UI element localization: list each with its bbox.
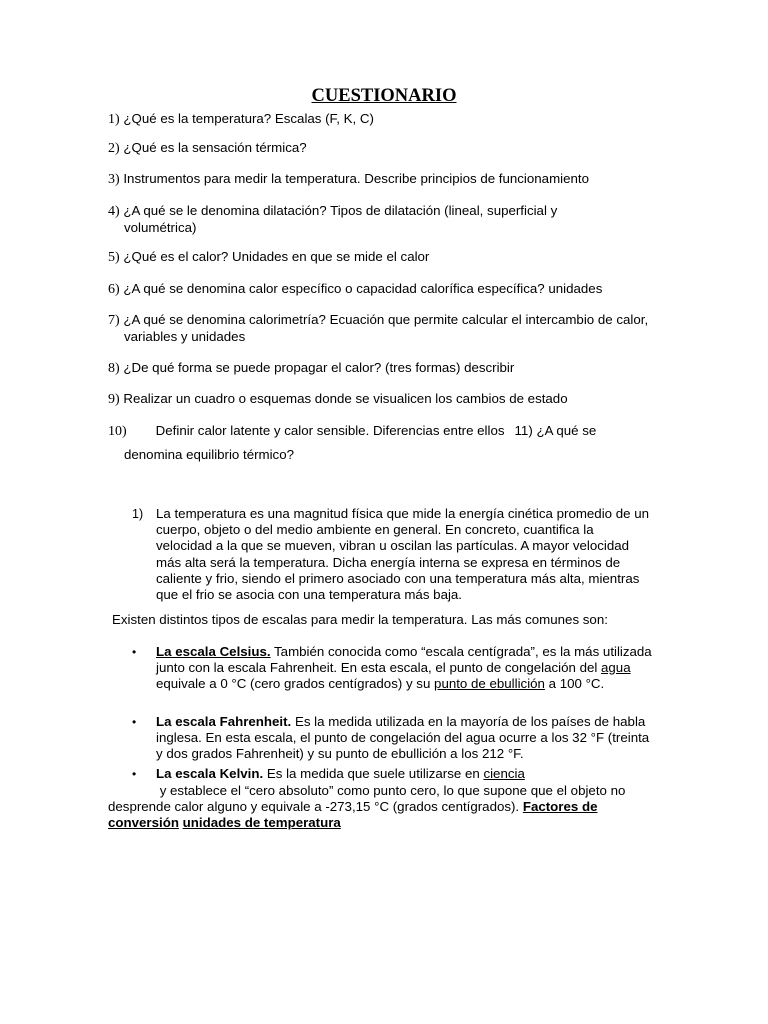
bullet-icon: • — [132, 715, 137, 729]
page-title: CUESTIONARIO — [311, 86, 457, 106]
question-text-continued: 11) ¿A qué se — [514, 423, 597, 438]
kelvin-text: Es la medida que suele utilizarse en — [263, 766, 484, 781]
question-number: 9) — [108, 392, 120, 407]
factors-heading-b: conversión — [108, 815, 179, 831]
link-agua[interactable]: agua — [601, 660, 631, 676]
question-10 — [108, 423, 668, 440]
link-punto-ebullicion[interactable]: punto de ebullición — [434, 676, 545, 692]
answer-text: La temperatura es una magnitud física que mide la energía cinética promedio de un cuerpo, objeto o del medio ambiente en general. En concreto, cuantifica la velocidad a la que se mueven, vibran u oscilan las partículas. A mayor velocidad más alta será la temperatura. Dicha energía interna se expresa en términos de caliente y frio, siendo el primero asociado con una temperatura más alta, mientras que el frio se asocia con una temperatura más baja. — [156, 506, 650, 603]
bullet-celsius — [132, 644, 656, 693]
question-number: 5) — [108, 250, 120, 265]
kelvin-continuation — [108, 783, 648, 832]
question-number: 3) — [108, 172, 120, 187]
question-number: 10) — [108, 424, 127, 439]
kelvin-text-2: y establece el “cero absoluto” como punto cero, lo que supone que el objeto no desprende calor alguno y equivale a -273,15 °C (grados centígrados). — [108, 783, 626, 815]
answer-paragraph — [132, 506, 652, 603]
question-number: 8) — [108, 361, 120, 376]
question-text: ¿A qué se le denomina dilatación? Tipos de dilatación (lineal, superficial y volumétrica) — [119, 203, 558, 235]
question-text: ¿A qué se denomina calor específico o capacidad calorífica específica? unidades — [119, 281, 603, 296]
fahrenheit-heading: La escala Fahrenheit. — [156, 714, 292, 729]
celsius-text: También conocida como “escala centígrada”, es la más utilizada junto con la escala Fahrenheit. En esta escala, el punto de congelación del — [156, 644, 652, 676]
question-number: 6) — [108, 282, 120, 297]
question-text: ¿Qué es la temperatura? Escalas (F, K, C) — [119, 111, 374, 126]
question-text: Instrumentos para medir la temperatura. Describe principios de funcionamiento — [119, 171, 589, 186]
question-1 — [108, 111, 668, 128]
question-number: 4) — [108, 204, 120, 219]
question-text: Definir calor latente y calor sensible. Diferencias entre ellos — [155, 423, 505, 438]
bullet-icon: • — [132, 645, 137, 659]
celsius-text-3: a 100 °C. — [544, 676, 605, 692]
link-ciencia[interactable]: ciencia — [483, 766, 525, 781]
celsius-text-2: equivale a 0 °C (cero grados centígrados) y su — [156, 676, 435, 692]
factors-heading-c: unidades de temperatura — [182, 815, 341, 831]
kelvin-heading: La escala Kelvin. — [156, 766, 264, 781]
question-10-line-2: denomina equilibrio térmico? — [124, 447, 294, 462]
question-number: 1) — [108, 112, 120, 127]
factors-heading-a: Factores de — [522, 799, 598, 815]
question-7 — [108, 312, 676, 345]
answer-number: 1) — [132, 507, 144, 521]
question-text: Realizar un cuadro o esquemas donde se visualicen los cambios de estado — [119, 391, 568, 406]
bullet-kelvin — [132, 766, 656, 782]
question-9 — [108, 391, 668, 408]
question-number: 2) — [108, 141, 120, 156]
question-2 — [108, 140, 668, 157]
question-6 — [108, 281, 668, 298]
fahrenheit-text: Es la medida utilizada en la mayoría de los países de habla inglesa. En esta escala, el punto de congelación del agua ocurre a los 32 °F (treinta y dos grados Fahrenheit) y su punto de ebullición a los 212 °F. — [156, 714, 650, 762]
question-text: ¿De qué forma se puede propagar el calor? (tres formas) describir — [119, 360, 515, 375]
question-4 — [108, 203, 600, 236]
question-text: ¿Qué es la sensación térmica? — [119, 140, 307, 155]
question-8 — [108, 360, 668, 377]
question-3 — [108, 171, 668, 188]
question-number: 7) — [108, 313, 120, 328]
question-5 — [108, 249, 668, 266]
question-text: ¿Qué es el calor? Unidades en que se mide el calor — [119, 249, 430, 264]
celsius-heading: La escala Celsius. — [156, 644, 271, 659]
bullet-fahrenheit — [132, 714, 656, 763]
scales-intro: Existen distintos tipos de escalas para medir la temperatura. Las más comunes son: — [112, 612, 608, 627]
bullet-icon: • — [132, 767, 137, 781]
question-text: ¿A qué se denomina calorimetría? Ecuación que permite calcular el intercambio de calor, variables y unidades — [119, 312, 649, 344]
